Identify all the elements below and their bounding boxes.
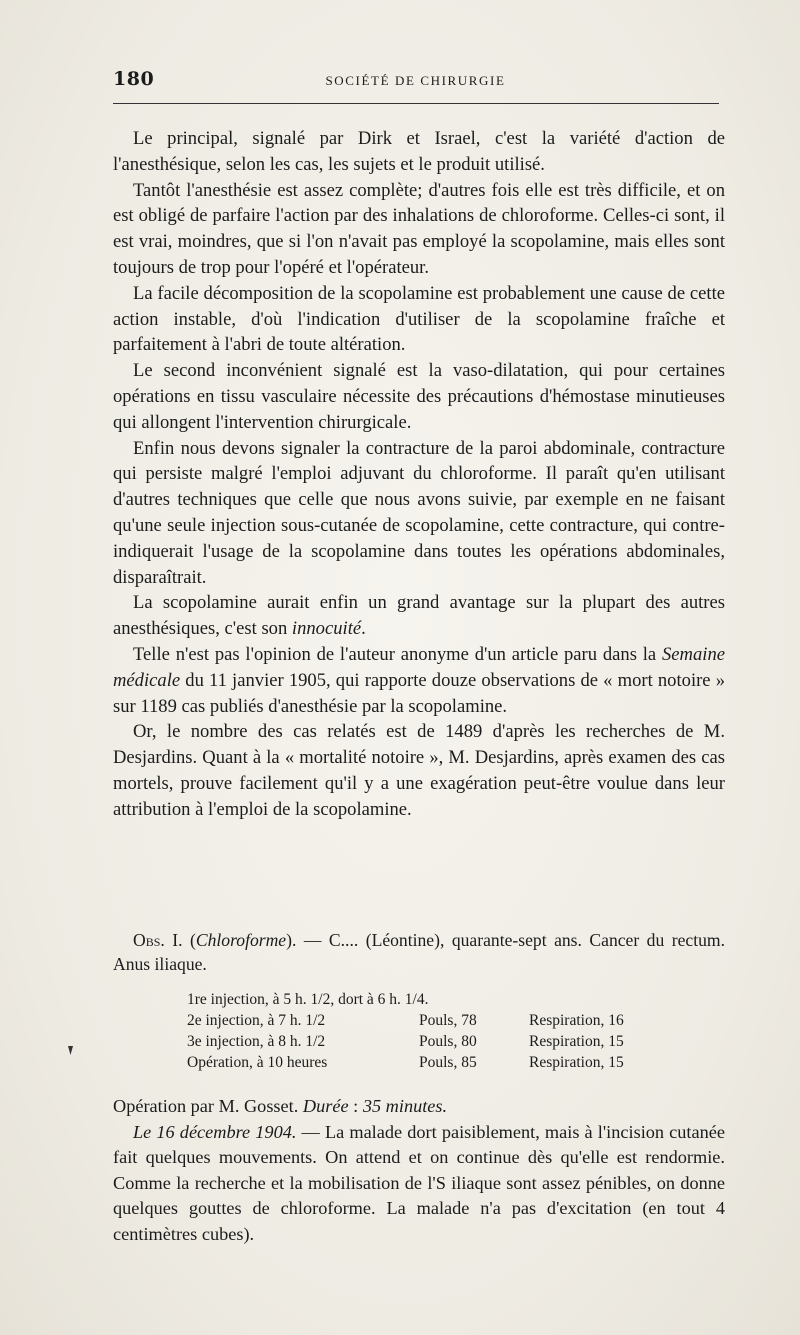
schedule-step: Opération, à 10 heures: [187, 1054, 328, 1071]
schedule-row: [187, 1010, 667, 1031]
observation-label: Obs. I.: [133, 930, 183, 950]
schedule-row: [187, 1052, 667, 1073]
schedule-pulse: Pouls, 78: [419, 1012, 477, 1029]
page-number: 180: [113, 68, 155, 90]
paragraph-text: — La malade dort paisiblement, mais à l'incision cutanée fait quelques mouvements. On attend et on continue dès qu'elle est rendormie. Comme la recherche et la mobilisation de l'S iliaque sont assez pénibles, on donne quelques gouttes de chloroforme. La malade n'a pas d'excitation (en tout 4 centimètres cubes).: [113, 1121, 725, 1244]
paragraph: Le principal, signalé par Dirk et Israel, c'est la variété d'action de l'anesthésique, selon les cas, les sujets et le produit utilisé.: [113, 128, 725, 175]
duration-value: 35 minutes.: [362, 1096, 448, 1116]
page-header: [113, 68, 718, 94]
observation-heading: Obs. I. (Chloroforme). — C.... (Léontine), quarante-sept ans. Cancer du rectum. Anus iliaque.: [113, 930, 725, 974]
schedule-step: 1re injection, à 5 h. 1/2, dort à 6 h. 1/4.: [187, 991, 429, 1008]
paragraph: Enfin nous devons signaler la contracture de la paroi abdominale, contracture qui persiste malgré l'emploi adjuvant du chloroforme. Il paraît qu'en utilisant d'autres techniques que celle que nous avons suivie, par exemple en ne faisant qu'une seule injection sous-cutanée de scopolamine, cette contracture, qui contre-indiquerait l'usage de la scopolamine dans toutes les opérations abdominales, disparaîtrait.: [113, 437, 725, 588]
paragraph: [113, 590, 725, 642]
date: Le 16 décembre 1904.: [133, 1121, 297, 1142]
emphasis: innocuité: [291, 618, 362, 640]
schedule-respiration: Respiration, 15: [529, 1054, 624, 1071]
schedule-step: 3e injection, à 8 h. 1/2: [187, 1033, 326, 1050]
header-rule: [113, 103, 719, 104]
paragraph: [113, 642, 725, 719]
running-title: SOCIÉTÉ DE CHIRURGIE: [325, 73, 506, 88]
schedule-respiration: Respiration, 16: [529, 1012, 624, 1029]
journal-title: Semaine médicale: [113, 643, 725, 691]
schedule-step: 2e injection, à 7 h. 1/2: [187, 1012, 326, 1029]
duration-label: Durée: [302, 1096, 349, 1116]
paragraph-text: du 11 janvier 1905, qui rapporte douze observations de « mort notoire » sur 1189 cas publiés d'anesthésie par la scopolamine.: [113, 669, 725, 717]
observation: [113, 928, 725, 976]
paragraph: La facile décomposition de la scopolamine est probablement une cause de cette action instable, d'où l'indication d'utiliser de la scopolamine fraîche et parfaitement à l'abri de toute altération.: [113, 282, 725, 356]
paragraph-end: .: [361, 618, 366, 640]
injection-schedule: [187, 989, 667, 1073]
schedule-row: [187, 1031, 667, 1052]
paragraph-text: La scopolamine aurait enfin un grand avantage sur la plupart des autres anesthésiques, c'est son: [113, 592, 725, 640]
observation-text: — C.... (Léontine), quarante-sept ans. Cancer du rectum. Anus iliaque.: [113, 930, 725, 974]
operation-notes: [113, 1094, 725, 1247]
schedule-pulse: Pouls, 80: [419, 1033, 477, 1050]
paragraph: Or, le nombre des cas relatés est de 1489 d'après les recherches de M. Desjardins. Quant à la « mortalité notoire », M. Desjardins, après examen des cas mortels, prouve facilement qu'il y a une exagération peut-être voulue dans leur attribution à l'emploi de la scopolamine.: [113, 721, 725, 820]
schedule-pulse: Pouls, 85: [419, 1054, 477, 1071]
paragraph-text: Telle n'est pas l'opinion de l'auteur anonyme d'un article paru dans la: [133, 643, 662, 665]
schedule-respiration: Respiration, 15: [529, 1033, 624, 1050]
paragraph: Tantôt l'anesthésie est assez complète; d'autres fois elle est très difficile, et on est obligé de parfaire l'action par des inhalations de chloroforme. Celles-ci sont, il est vrai, moindres, que si l'on n'avait pas employé la scopolamine, mais elles sont toujours de trop pour l'opéré et l'opérateur.: [113, 179, 725, 278]
paragraph: Le second inconvénient signalé est la vaso-dilatation, qui pour certaines opérations en tissu vasculaire nécessite des précautions d'hémostase minutieuses qui allongent l'intervention chirurgicale.: [113, 360, 725, 433]
operation-sep: :: [348, 1096, 363, 1116]
schedule-row: [187, 989, 667, 1010]
operation-text: Opération par M. Gosset.: [113, 1096, 303, 1116]
paragraph: [113, 1120, 725, 1248]
margin-mark: [68, 1046, 73, 1055]
main-text: [113, 126, 725, 823]
operation-line: [113, 1094, 725, 1120]
observation-method: Chloroforme: [195, 930, 287, 950]
